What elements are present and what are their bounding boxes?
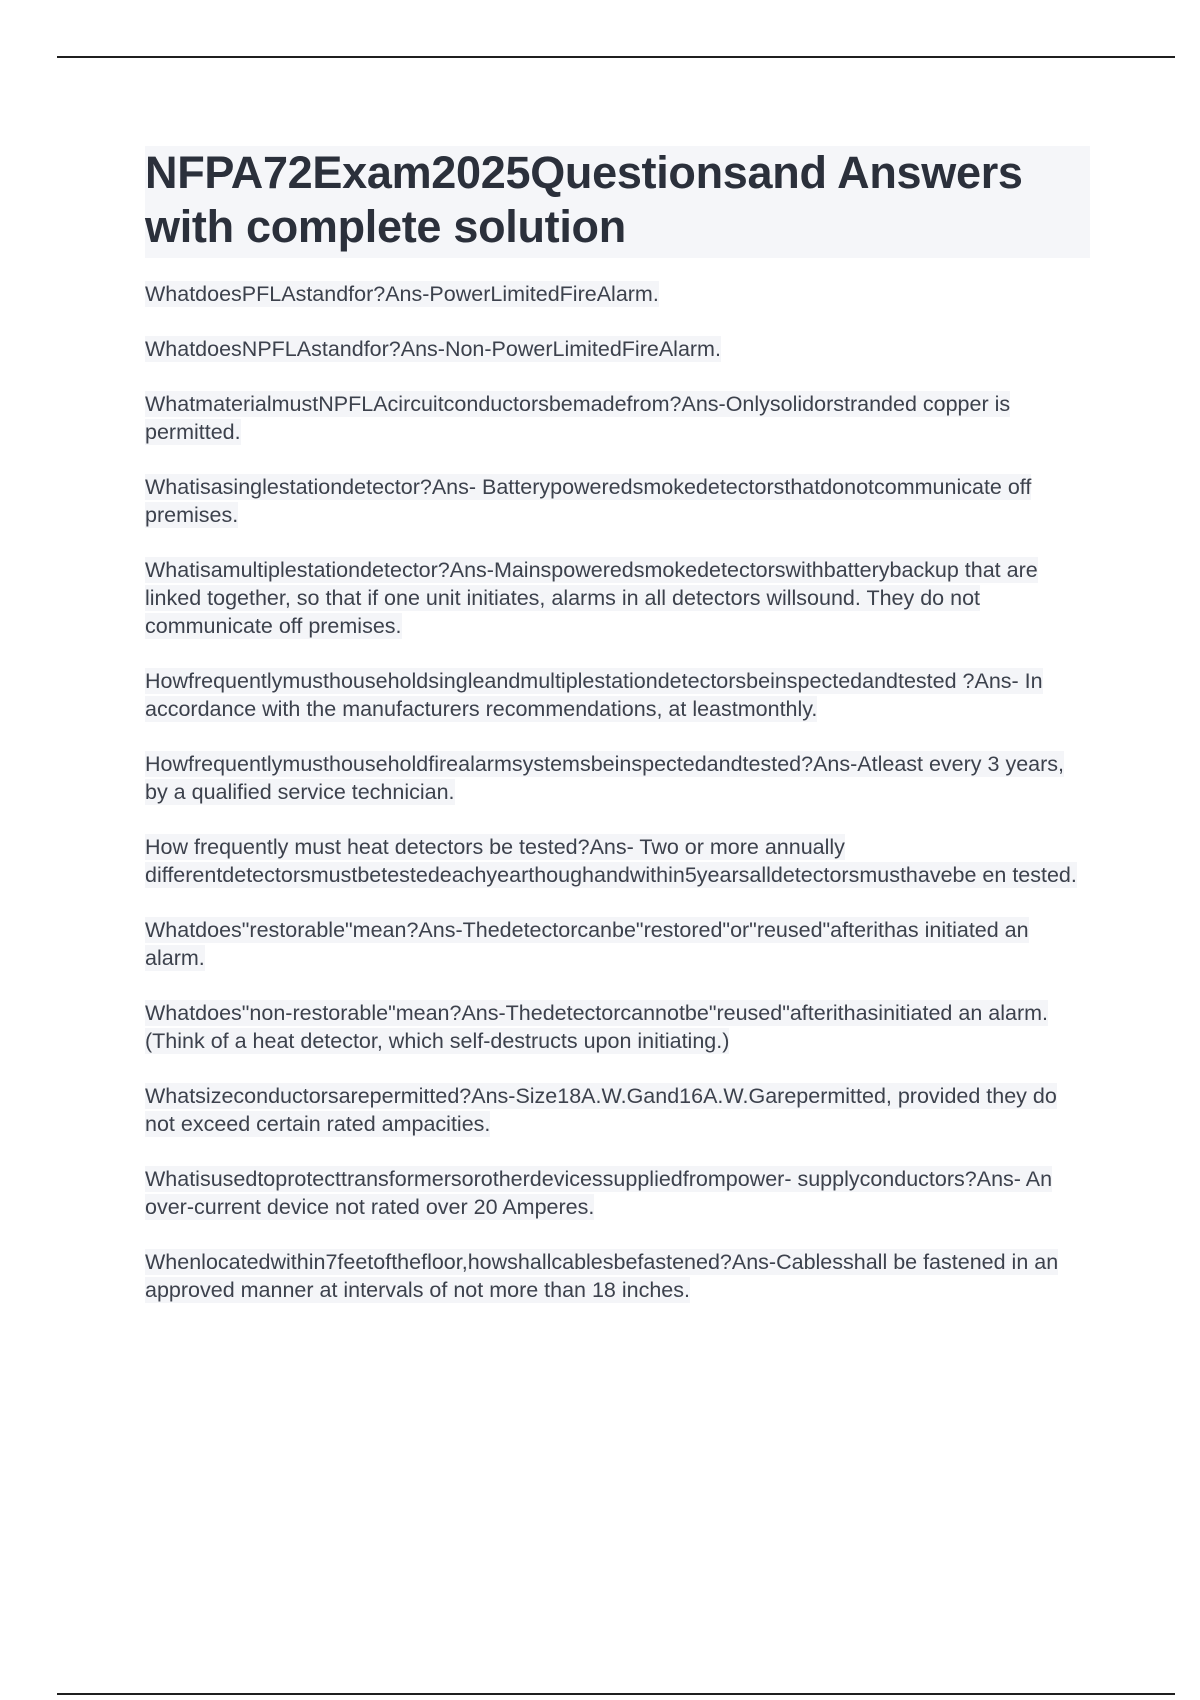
qa-item (145, 1165, 1090, 1221)
qa-text: Howfrequentlymusthouseholdfirealarmsystemsbeinspectedandtested?Ans-Atleast every 3 years, by a qualified service technician. (145, 752, 1064, 804)
bottom-divider (57, 1693, 1175, 1695)
qa-text: Whenlocatedwithin7feetofthefloor,howshallcablesbefastened?Ans-Cablesshall be fastened in an approved manner at intervals of not more than 18 inches. (145, 1250, 1059, 1302)
qa-item (145, 667, 1090, 723)
qa-item (145, 390, 1090, 446)
qa-item (145, 335, 1090, 363)
qa-text: WhatmaterialmustNPFLAcircuitconductorsbemadefrom?Ans-Onlysolidorstranded copper is permitted. (145, 392, 1011, 444)
qa-text: Whatisamultiplestationdetector?Ans-Mainspoweredsmokedetectorswithbatterybackup that are linked together, so that if one unit initiates, alarms in all detectors willsound. They do not communicate off premises. (145, 558, 1038, 638)
qa-item (145, 280, 1090, 308)
top-divider (57, 56, 1175, 58)
qa-item (145, 750, 1090, 806)
qa-text: Whatisasinglestationdetector?Ans- Batterypoweredsmokedetectorsthatdonotcommunicate off premises. (145, 475, 1032, 527)
qa-item (145, 1248, 1090, 1304)
qa-text: How frequently must heat detectors be tested?Ans- Two or more annually differentdetectorsmustbetestedeachyearthoughandwithin5yearsalldetectorsmusthavebe en tested. (145, 835, 1077, 887)
document-title: NFPA72Exam2025Questionsand Answers with complete solution (145, 146, 1090, 258)
qa-text: Whatsizeconductorsarepermitted?Ans-Size18A.W.Gand16A.W.Garepermitted, provided they do not exceed certain rated ampacities. (145, 1084, 1057, 1136)
qa-text: WhatdoesNPFLAstandfor?Ans-Non-PowerLimitedFireAlarm. (145, 337, 721, 361)
qa-item (145, 1082, 1090, 1138)
qa-item (145, 999, 1090, 1055)
document-body (145, 146, 1090, 1331)
qa-text: Whatdoes"non-restorable"mean?Ans-Thedetectorcannotbe"reused"afterithasinitiated an alarm. (Think of a heat detector, which self-destructs upon initiating.) (145, 1001, 1048, 1053)
qa-text: Howfrequentlymusthouseholdsingleandmultiplestationdetectorsbeinspectedandtested ?Ans- In accordance with the manufacturers recommendations, at leastmonthly. (145, 669, 1043, 721)
qa-item (145, 833, 1090, 889)
qa-item (145, 556, 1090, 640)
qa-text: WhatdoesPFLAstandfor?Ans-PowerLimitedFireAlarm. (145, 282, 659, 306)
qa-text: Whatdoes"restorable"mean?Ans-Thedetectorcanbe"restored"or"reused"afterithas initiated an alarm. (145, 918, 1029, 970)
qa-text: Whatisusedtoprotecttransformersorotherdevicessuppliedfrompower- supplyconductors?Ans- An over-current device not rated over 20 Amperes. (145, 1167, 1053, 1219)
qa-item (145, 916, 1090, 972)
qa-item (145, 473, 1090, 529)
